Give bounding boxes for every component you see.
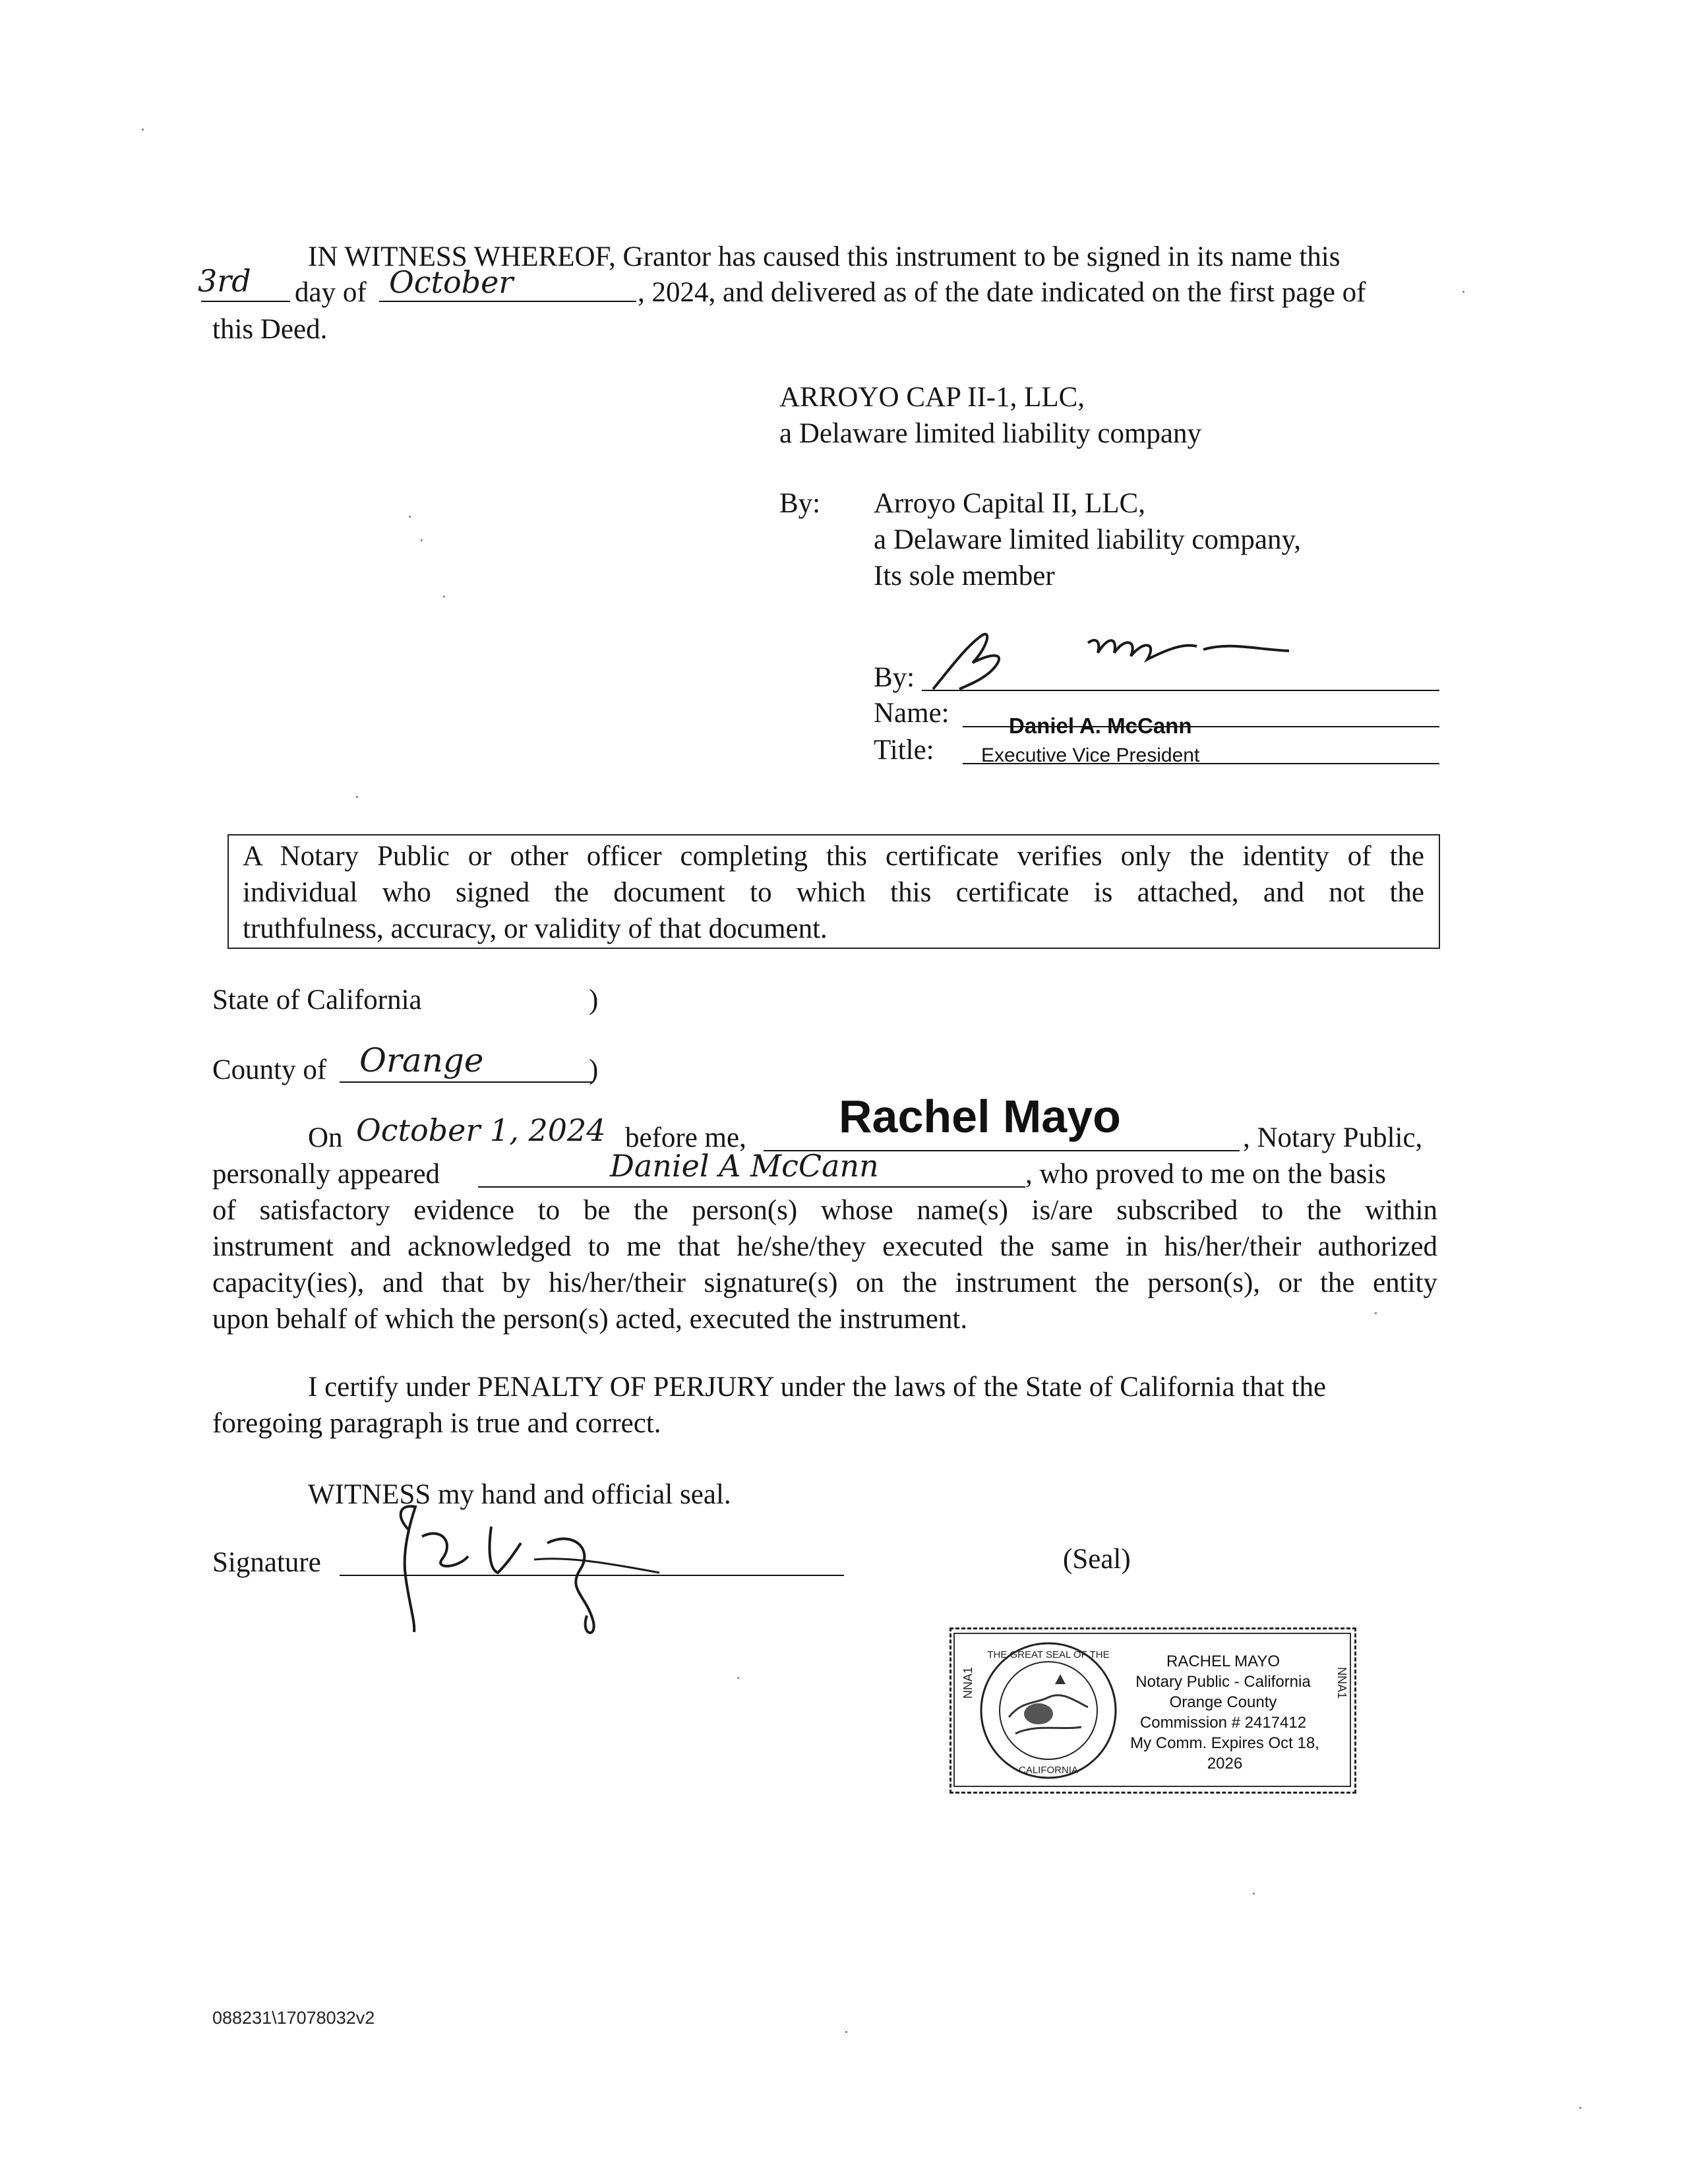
notice-line-3: truthfulness, accuracy, or validity of that document. [243,913,828,944]
handwritten-county: Orange [359,1041,484,1079]
ack-line-5: capacity(ies), and that by his/her/their signature(s) on the instrument the person(s), or the entity [212,1267,1437,1298]
ack-line-3: of satisfactory evidence to be the person(s) whose name(s) is/are subscribed to the within [212,1195,1437,1226]
appeared-name-line [478,1186,1025,1188]
proved-text: , who proved to me on the basis [1025,1159,1386,1190]
scan-speck [1579,2107,1581,2109]
notary-public-label: , Notary Public, [1243,1122,1423,1153]
notice-line-1: A Notary Public or other officer completing this certificate verifies only the identity of the [243,841,1424,872]
stamp-side-left: NNA1 [961,1667,975,1699]
notary-name-stamped: Rachel Mayo [839,1091,1121,1142]
witness-line-3: this Deed. [212,314,328,345]
svg-text:CALIFORNIA: CALIFORNIA [1018,1765,1079,1776]
signer-name-stamped: Daniel A. McCann [1009,713,1192,738]
day-blank-line [201,301,290,302]
county-label: County of [212,1054,327,1085]
county-blank-line [340,1081,593,1083]
state-paren: ) [589,985,599,1016]
document-id: 088231\17078032v2 [212,2008,375,2028]
scan-speck [1375,1312,1377,1314]
notary-signature-line [340,1575,844,1576]
title-line [963,763,1439,764]
grantor-description: a Delaware limited liability company [779,418,1202,449]
ack-line-6: upon behalf of which the person(s) acted, executed the instrument. [212,1304,968,1335]
stamp-line-3: Orange County [1169,1693,1277,1711]
scan-speck [142,129,144,131]
scan-speck [737,1677,739,1679]
member-name: Arroyo Capital II, LLC, [874,488,1145,519]
scan-speck [409,516,411,518]
state-label: State of California [212,985,422,1016]
seal-label: (Seal) [1063,1544,1131,1575]
signer-title-stamped: Executive Vice President [981,744,1200,766]
name-line [963,726,1439,727]
notary-signature [369,1490,738,1642]
on-label: On [308,1122,343,1153]
notary-stamp [950,1627,1355,1792]
scan-speck [845,2031,847,2033]
handwritten-date: October 1, 2024 [356,1112,606,1148]
scan-speck [421,539,423,541]
handwritten-month: October [389,264,514,300]
member-role: Its sole member [874,561,1055,592]
name-label: Name: [874,698,950,729]
day-of-label: day of [295,277,367,308]
scan-speck [356,796,358,798]
county-paren: ) [589,1054,599,1085]
scan-speck [1253,1893,1255,1895]
stamp-line-2: Notary Public - California [1135,1673,1311,1691]
month-blank-line [379,301,636,302]
signature-label: Signature [212,1547,321,1578]
member-description: a Delaware limited liability company, [874,524,1301,555]
appeared-label: personally appeared [212,1159,440,1190]
witness-hand-seal: WITNESS my hand and official seal. [308,1479,731,1510]
scan-speck [1462,291,1464,293]
title-label: Title: [874,735,934,766]
svg-text:THE GREAT SEAL OF THE: THE GREAT SEAL OF THE [987,1649,1110,1660]
stamp-notary-name: RACHEL MAYO [1166,1653,1281,1670]
notice-line-2: individual who signed the document to which this certificate is attached, and not the [243,877,1424,908]
perjury-line-2: foregoing paragraph is true and correct. [212,1408,661,1439]
stamp-line-5: My Comm. Expires Oct 18, 2026 [1130,1734,1319,1773]
california-seal [976,1638,1121,1783]
handwritten-appeared-name: Daniel A McCann [610,1148,879,1184]
grantor-name: ARROYO CAP II-1, LLC, [779,382,1085,413]
witness-line-2-rest: , 2024, and delivered as of the date indicated on the first page of [638,277,1366,308]
signature-by-label: By: [874,662,915,693]
by-label: By: [779,488,821,519]
witness-line-1: IN WITNESS WHEREOF, Grantor has caused this instrument to be signed in its name this [308,241,1341,272]
before-me-label: before me, [625,1122,746,1153]
handwritten-day: 3rd [198,263,251,299]
perjury-line-1: I certify under PENALTY OF PERJURY under the laws of the State of California that the [308,1372,1327,1403]
stamp-line-4: Commission # 2417412 [1139,1714,1307,1732]
signature-line [922,690,1439,691]
scan-speck [443,595,445,597]
ack-line-4: instrument and acknowledged to me that he/she/they executed the same in his/her/their authorized [212,1231,1437,1262]
stamp-side-right: NNA1 [1335,1667,1348,1699]
